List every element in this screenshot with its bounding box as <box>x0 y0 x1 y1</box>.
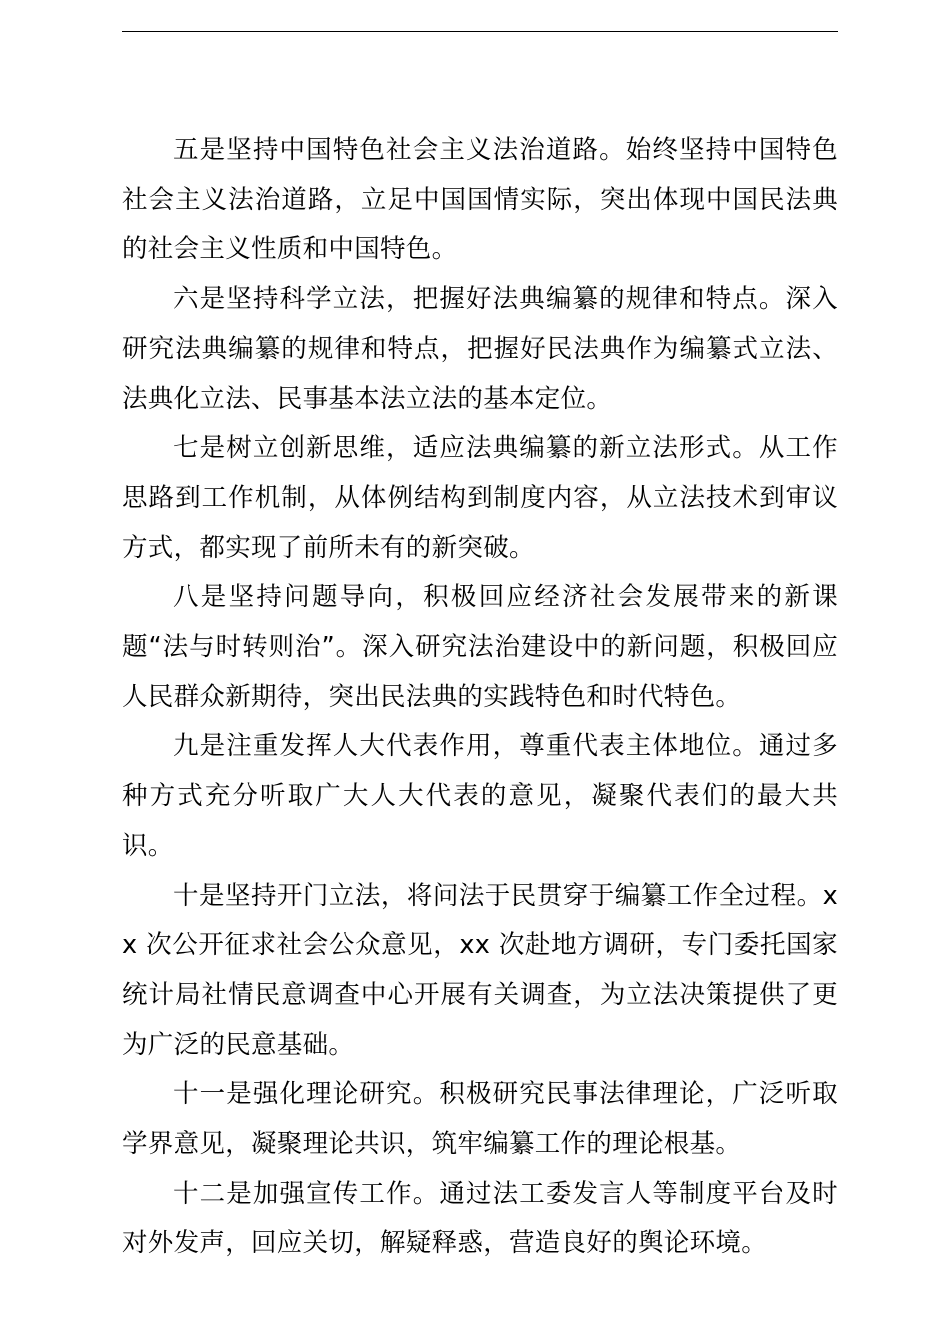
paragraph-12: 十二是加强宣传工作。通过法工委发言人等制度平台及时对外发声，回应关切，解疑释惑，营造良好的舆论环境。 <box>122 1178 838 1259</box>
paragraph-9: 九是注重发挥人大代表作用，尊重代表主体地位。通过多种方式充分听取广大人大代表的意见，凝聚代表们的最大共识。 <box>122 731 838 861</box>
header-rule <box>122 31 838 32</box>
paragraph-5: 五是坚持中国特色社会主义法治道路。始终坚持中国特色社会主义法治道路，立足中国国情实际，突出体现中国民法典的社会主义性质和中国特色。 <box>122 135 838 265</box>
body-text <box>122 126 838 1269</box>
paragraph-6: 六是坚持科学立法，把握好法典编纂的规律和特点。深入研究法典编纂的规律和特点，把握好民法典作为编纂式立法、法典化立法、民事基本法立法的基本定位。 <box>122 284 838 414</box>
paragraph-8: 八是坚持问题导向，积极回应经济社会发展带来的新课题“法与时转则治”。深入研究法治建设中的新问题，积极回应人民群众新期待，突出民法典的实践特色和时代特色。 <box>122 582 838 712</box>
paragraph-10: 十是坚持开门立法，将问法于民贯穿于编纂工作全过程。xx 次公开征求社会公众意见，xx 次赴地方调研，专门委托国家统计局社情民意调查中心开展有关调查，为立法决策提供了更为广泛的民意基础。 <box>122 880 838 1060</box>
paragraph-7: 七是树立创新思维，适应法典编纂的新立法形式。从工作思路到工作机制，从体例结构到制度内容，从立法技术到审议方式，都实现了前所未有的新突破。 <box>122 433 838 563</box>
paragraph-11: 十一是强化理论研究。积极研究民事法律理论，广泛听取学界意见，凝聚理论共识，筑牢编纂工作的理论根基。 <box>122 1079 838 1160</box>
